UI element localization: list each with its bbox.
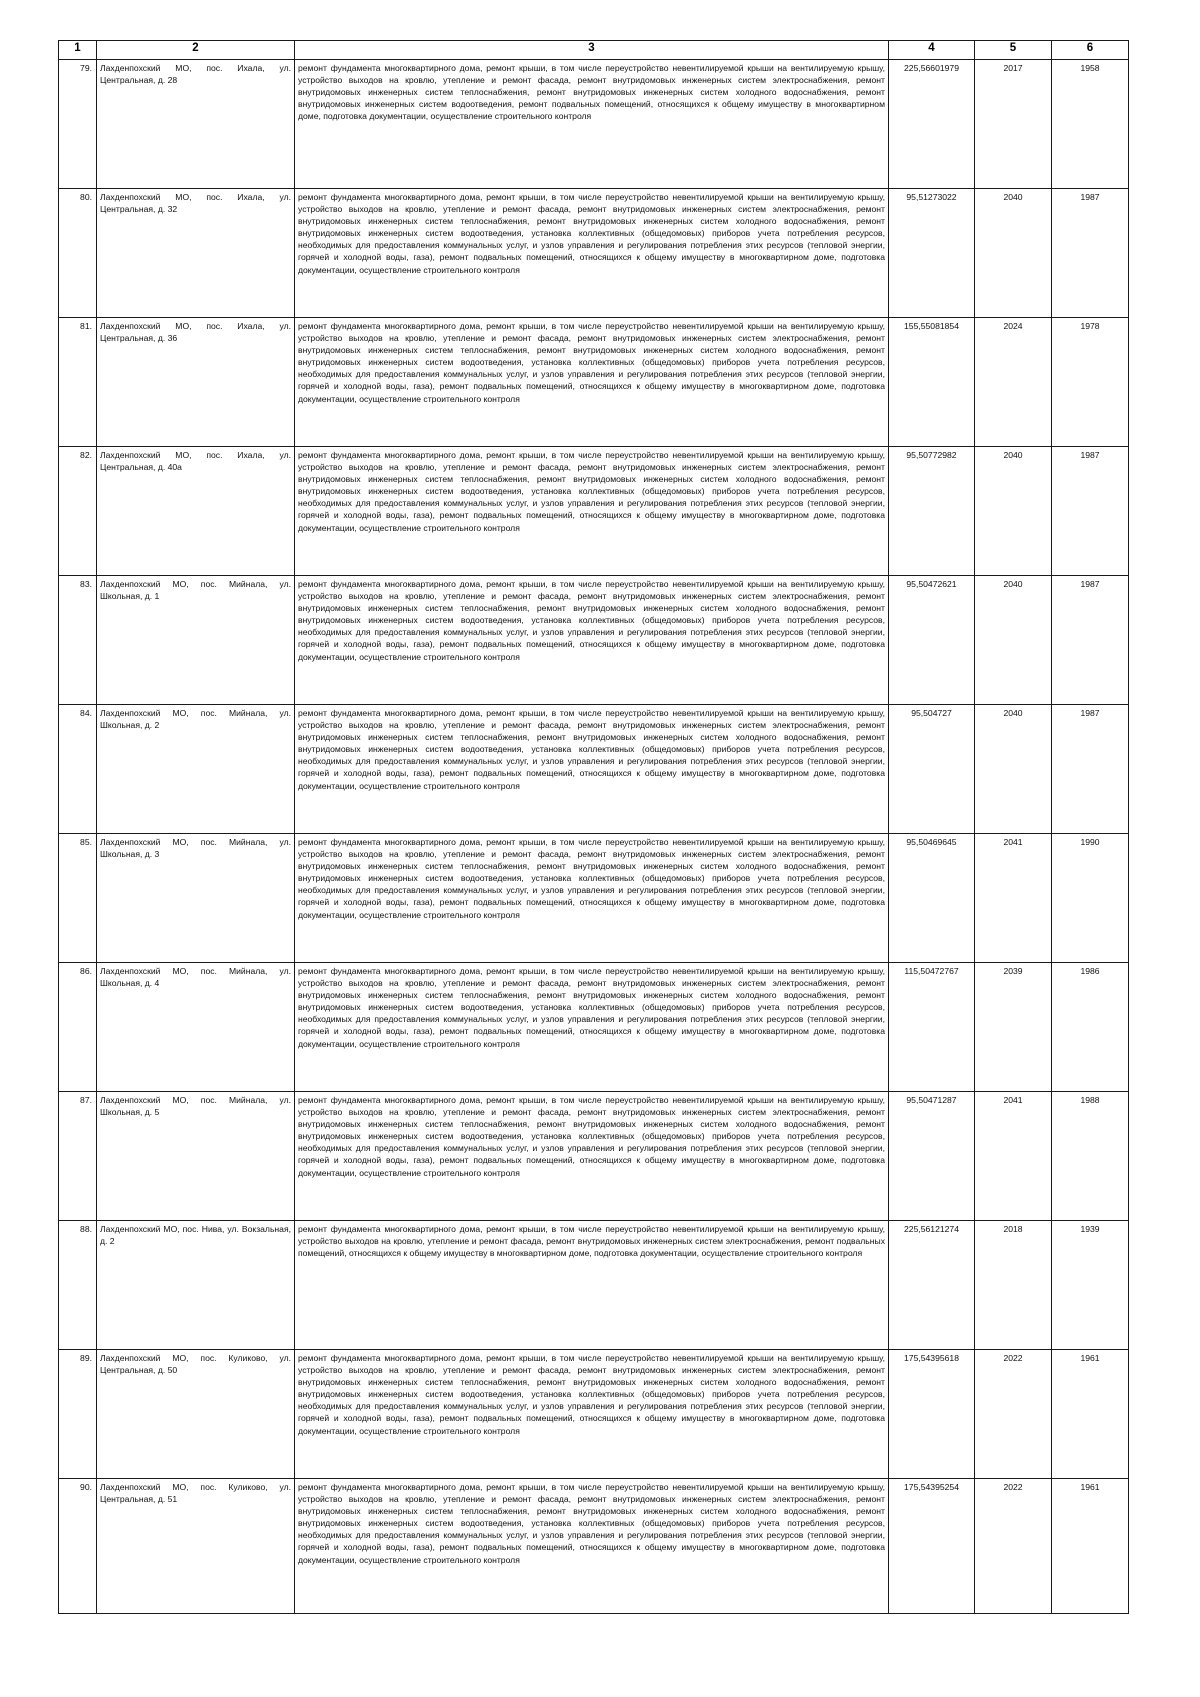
table-row (59, 834, 1129, 963)
cost-cell: 95,504727 (889, 705, 975, 834)
column-header: 5 (975, 41, 1052, 60)
row-number: 82. (59, 447, 97, 576)
construction-year-cell: 1958 (1052, 60, 1129, 189)
table-row (59, 447, 1129, 576)
column-header: 4 (889, 41, 975, 60)
address-cell: Лахденпохский МО, пос. Мийнала, ул. Школьная, д. 2 (97, 705, 295, 834)
works-description-cell: ремонт фундамента многоквартирного дома, ремонт крыши, в том числе переустройство невентилируемой крыши на вентилируемую крышу, устройство выходов на кровлю, утепление и ремонт фасада, ремонт внутридомовых инженерных систем электроснабжения, ремонт внутридомовых инженерных систем теплоснабжения, ремонт внутридомовых инженерных систем холодного водоснабжения, ремонт внутридомовых инженерных систем водоотведения, установка коллективных (общедомовых) приборов учета потребления ресурсов, необходимых для предоставления коммунальных услуг, и узлов управления и регулирования потребления этих ресурсов (тепловой энергии, горячей и холодной воды, газа), ремонт подвальных помещений, относящихся к общему имуществу в многоквартирном доме, подготовка документации, осуществление строительного контроля (295, 1350, 889, 1479)
cost-cell: 95,50471287 (889, 1092, 975, 1221)
works-description-cell: ремонт фундамента многоквартирного дома, ремонт крыши, в том числе переустройство невентилируемой крыши на вентилируемую крышу, устройство выходов на кровлю, утепление и ремонт фасада, ремонт внутридомовых инженерных систем электроснабжения, ремонт внутридомовых инженерных систем теплоснабжения, ремонт внутридомовых инженерных систем холодного водоснабжения, ремонт внутридомовых инженерных систем водоотведения, установка коллективных (общедомовых) приборов учета потребления ресурсов, необходимых для предоставления коммунальных услуг, и узлов управления и регулирования потребления этих ресурсов (тепловой энергии, горячей и холодной воды, газа), ремонт подвальных помещений, относящихся к общему имуществу в многоквартирном доме, подготовка документации, осуществление строительного контроля (295, 1479, 889, 1614)
planned-year-cell: 2024 (975, 318, 1052, 447)
construction-year-cell: 1987 (1052, 189, 1129, 318)
row-number: 90. (59, 1479, 97, 1614)
planned-year-cell: 2040 (975, 576, 1052, 705)
address-cell: Лахденпохский МО, пос. Куликово, ул. Центральная, д. 50 (97, 1350, 295, 1479)
cost-cell: 225,56601979 (889, 60, 975, 189)
construction-year-cell: 1987 (1052, 576, 1129, 705)
row-number: 83. (59, 576, 97, 705)
planned-year-cell: 2040 (975, 189, 1052, 318)
works-description-cell: ремонт фундамента многоквартирного дома, ремонт крыши, в том числе переустройство невентилируемой крыши на вентилируемую крышу, устройство выходов на кровлю, утепление и ремонт фасада, ремонт внутридомовых инженерных систем электроснабжения, ремонт подвальных помещений, относящихся к общему имуществу в многоквартирном доме, подготовка документации, осуществление строительного контроля (295, 1221, 889, 1350)
repair-program-table (58, 40, 1129, 1614)
cost-cell: 175,54395254 (889, 1479, 975, 1614)
column-header: 3 (295, 41, 889, 60)
planned-year-cell: 2039 (975, 963, 1052, 1092)
works-description-cell: ремонт фундамента многоквартирного дома, ремонт крыши, в том числе переустройство невентилируемой крыши на вентилируемую крышу, устройство выходов на кровлю, утепление и ремонт фасада, ремонт внутридомовых инженерных систем электроснабжения, ремонт внутридомовых инженерных систем теплоснабжения, ремонт внутридомовых инженерных систем холодного водоснабжения, ремонт внутридомовых инженерных систем водоотведения, установка коллективных (общедомовых) приборов учета потребления ресурсов, необходимых для предоставления коммунальных услуг, и узлов управления и регулирования потребления этих ресурсов (тепловой энергии, горячей и холодной воды, газа), ремонт подвальных помещений, относящихся к общему имуществу в многоквартирном доме, подготовка документации, осуществление строительного контроля (295, 189, 889, 318)
works-description-cell: ремонт фундамента многоквартирного дома, ремонт крыши, в том числе переустройство невентилируемой крыши на вентилируемую крышу, устройство выходов на кровлю, утепление и ремонт фасада, ремонт внутридомовых инженерных систем электроснабжения, ремонт внутридомовых инженерных систем теплоснабжения, ремонт внутридомовых инженерных систем холодного водоснабжения, ремонт внутридомовых инженерных систем водоотведения, установка коллективных (общедомовых) приборов учета потребления ресурсов, необходимых для предоставления коммунальных услуг, и узлов управления и регулирования потребления этих ресурсов (тепловой энергии, горячей и холодной воды, газа), ремонт подвальных помещений, относящихся к общему имуществу в многоквартирном доме, подготовка документации, осуществление строительного контроля (295, 705, 889, 834)
works-description-cell: ремонт фундамента многоквартирного дома, ремонт крыши, в том числе переустройство невентилируемой крыши на вентилируемую крышу, устройство выходов на кровлю, утепление и ремонт фасада, ремонт внутридомовых инженерных систем электроснабжения, ремонт внутридомовых инженерных систем теплоснабжения, ремонт внутридомовых инженерных систем холодного водоснабжения, ремонт внутридомовых инженерных систем водоотведения, установка коллективных (общедомовых) приборов учета потребления ресурсов, необходимых для предоставления коммунальных услуг, и узлов управления и регулирования потребления этих ресурсов (тепловой энергии, горячей и холодной воды, газа), ремонт подвальных помещений, относящихся к общему имуществу в многоквартирном доме, подготовка документации, осуществление строительного контроля (295, 963, 889, 1092)
table-row (59, 1092, 1129, 1221)
construction-year-cell: 1990 (1052, 834, 1129, 963)
address-cell: Лахденпохский МО, пос. Мийнала, ул. Школьная, д. 4 (97, 963, 295, 1092)
row-number: 86. (59, 963, 97, 1092)
construction-year-cell: 1939 (1052, 1221, 1129, 1350)
works-description-cell: ремонт фундамента многоквартирного дома, ремонт крыши, в том числе переустройство невентилируемой крыши на вентилируемую крышу, устройство выходов на кровлю, утепление и ремонт фасада, ремонт внутридомовых инженерных систем электроснабжения, ремонт внутридомовых инженерных систем теплоснабжения, ремонт внутридомовых инженерных систем холодного водоснабжения, ремонт внутридомовых инженерных систем водоотведения, установка коллективных (общедомовых) приборов учета потребления ресурсов, необходимых для предоставления коммунальных услуг, и узлов управления и регулирования потребления этих ресурсов (тепловой энергии, горячей и холодной воды, газа), ремонт подвальных помещений, относящихся к общему имуществу в многоквартирном доме, подготовка документации, осуществление строительного контроля (295, 576, 889, 705)
address-cell: Лахденпохский МО, пос. Мийнала, ул. Школьная, д. 3 (97, 834, 295, 963)
works-description-cell: ремонт фундамента многоквартирного дома, ремонт крыши, в том числе переустройство невентилируемой крыши на вентилируемую крышу, устройство выходов на кровлю, утепление и ремонт фасада, ремонт внутридомовых инженерных систем электроснабжения, ремонт внутридомовых инженерных систем теплоснабжения, ремонт внутридомовых инженерных систем холодного водоснабжения, ремонт внутридомовых инженерных систем водоотведения, установка коллективных (общедомовых) приборов учета потребления ресурсов, необходимых для предоставления коммунальных услуг, и узлов управления и регулирования потребления этих ресурсов (тепловой энергии, горячей и холодной воды, газа), ремонт подвальных помещений, относящихся к общему имуществу в многоквартирном доме, подготовка документации, осуществление строительного контроля (295, 1092, 889, 1221)
construction-year-cell: 1961 (1052, 1479, 1129, 1614)
planned-year-cell: 2041 (975, 1092, 1052, 1221)
address-cell: Лахденпохский МО, пос. Ихала, ул. Центральная, д. 28 (97, 60, 295, 189)
table-row (59, 576, 1129, 705)
planned-year-cell: 2022 (975, 1350, 1052, 1479)
address-cell: Лахденпохский МО, пос. Мийнала, ул. Школьная, д. 1 (97, 576, 295, 705)
row-number: 80. (59, 189, 97, 318)
construction-year-cell: 1987 (1052, 447, 1129, 576)
table-row (59, 963, 1129, 1092)
header-row (59, 41, 1129, 60)
planned-year-cell: 2022 (975, 1479, 1052, 1614)
row-number: 87. (59, 1092, 97, 1221)
planned-year-cell: 2040 (975, 705, 1052, 834)
row-number: 85. (59, 834, 97, 963)
document-page (58, 40, 1128, 1614)
construction-year-cell: 1988 (1052, 1092, 1129, 1221)
construction-year-cell: 1987 (1052, 705, 1129, 834)
table-row (59, 1350, 1129, 1479)
table-row (59, 1221, 1129, 1350)
row-number: 89. (59, 1350, 97, 1479)
construction-year-cell: 1961 (1052, 1350, 1129, 1479)
cost-cell: 175,54395618 (889, 1350, 975, 1479)
table-body (59, 60, 1129, 1614)
table-row (59, 60, 1129, 189)
address-cell: Лахденпохский МО, пос. Нива, ул. Вокзальная, д. 2 (97, 1221, 295, 1350)
row-number: 84. (59, 705, 97, 834)
planned-year-cell: 2018 (975, 1221, 1052, 1350)
address-cell: Лахденпохский МО, пос. Ихала, ул. Центральная, д. 32 (97, 189, 295, 318)
construction-year-cell: 1986 (1052, 963, 1129, 1092)
table-row (59, 1479, 1129, 1614)
works-description-cell: ремонт фундамента многоквартирного дома, ремонт крыши, в том числе переустройство невентилируемой крыши на вентилируемую крышу, устройство выходов на кровлю, утепление и ремонт фасада, ремонт внутридомовых инженерных систем электроснабжения, ремонт внутридомовых инженерных систем теплоснабжения, ремонт внутридомовых инженерных систем холодного водоснабжения, ремонт внутридомовых инженерных систем водоотведения, установка коллективных (общедомовых) приборов учета потребления ресурсов, необходимых для предоставления коммунальных услуг, и узлов управления и регулирования потребления этих ресурсов (тепловой энергии, горячей и холодной воды, газа), ремонт подвальных помещений, относящихся к общему имуществу в многоквартирном доме, подготовка документации, осуществление строительного контроля (295, 834, 889, 963)
works-description-cell: ремонт фундамента многоквартирного дома, ремонт крыши, в том числе переустройство невентилируемой крыши на вентилируемую крышу, устройство выходов на кровлю, утепление и ремонт фасада, ремонт внутридомовых инженерных систем электроснабжения, ремонт внутридомовых инженерных систем теплоснабжения, ремонт внутридомовых инженерных систем холодного водоснабжения, ремонт внутридомовых инженерных систем водоотведения, установка коллективных (общедомовых) приборов учета потребления ресурсов, необходимых для предоставления коммунальных услуг, и узлов управления и регулирования потребления этих ресурсов (тепловой энергии, горячей и холодной воды, газа), ремонт подвальных помещений, относящихся к общему имуществу в многоквартирном доме, подготовка документации, осуществление строительного контроля (295, 318, 889, 447)
table-row (59, 705, 1129, 834)
works-description-cell: ремонт фундамента многоквартирного дома, ремонт крыши, в том числе переустройство невентилируемой крыши на вентилируемую крышу, устройство выходов на кровлю, утепление и ремонт фасада, ремонт внутридомовых инженерных систем электроснабжения, ремонт внутридомовых инженерных систем теплоснабжения, ремонт внутридомовых инженерных систем холодного водоснабжения, ремонт внутридомовых инженерных систем водоотведения, установка коллективных (общедомовых) приборов учета потребления ресурсов, необходимых для предоставления коммунальных услуг, и узлов управления и регулирования потребления этих ресурсов (тепловой энергии, горячей и холодной воды, газа), ремонт подвальных помещений, относящихся к общему имуществу в многоквартирном доме, подготовка документации, осуществление строительного контроля (295, 447, 889, 576)
construction-year-cell: 1978 (1052, 318, 1129, 447)
planned-year-cell: 2041 (975, 834, 1052, 963)
cost-cell: 95,50469645 (889, 834, 975, 963)
row-number: 81. (59, 318, 97, 447)
address-cell: Лахденпохский МО, пос. Куликово, ул. Центральная, д. 51 (97, 1479, 295, 1614)
address-cell: Лахденпохский МО, пос. Ихала, ул. Центральная, д. 36 (97, 318, 295, 447)
cost-cell: 115,50472767 (889, 963, 975, 1092)
cost-cell: 155,55081854 (889, 318, 975, 447)
row-number: 88. (59, 1221, 97, 1350)
table-row (59, 189, 1129, 318)
works-description-cell: ремонт фундамента многоквартирного дома, ремонт крыши, в том числе переустройство невентилируемой крыши на вентилируемую крышу, устройство выходов на кровлю, утепление и ремонт фасада, ремонт внутридомовых инженерных систем электроснабжения, ремонт внутридомовых инженерных систем теплоснабжения, ремонт внутридомовых инженерных систем холодного водоснабжения, ремонт внутридомовых инженерных систем водоотведения, ремонт подвальных помещений, относящихся к общему имуществу в многоквартирном доме, подготовка документации, осуществление строительного контроля (295, 60, 889, 189)
cost-cell: 95,50472621 (889, 576, 975, 705)
planned-year-cell: 2040 (975, 447, 1052, 576)
column-header: 6 (1052, 41, 1129, 60)
cost-cell: 225,56121274 (889, 1221, 975, 1350)
table-row (59, 318, 1129, 447)
cost-cell: 95,51273022 (889, 189, 975, 318)
address-cell: Лахденпохский МО, пос. Мийнала, ул. Школьная, д. 5 (97, 1092, 295, 1221)
row-number: 79. (59, 60, 97, 189)
planned-year-cell: 2017 (975, 60, 1052, 189)
cost-cell: 95,50772982 (889, 447, 975, 576)
column-header: 2 (97, 41, 295, 60)
address-cell: Лахденпохский МО, пос. Ихала, ул. Центральная, д. 40а (97, 447, 295, 576)
column-header: 1 (59, 41, 97, 60)
